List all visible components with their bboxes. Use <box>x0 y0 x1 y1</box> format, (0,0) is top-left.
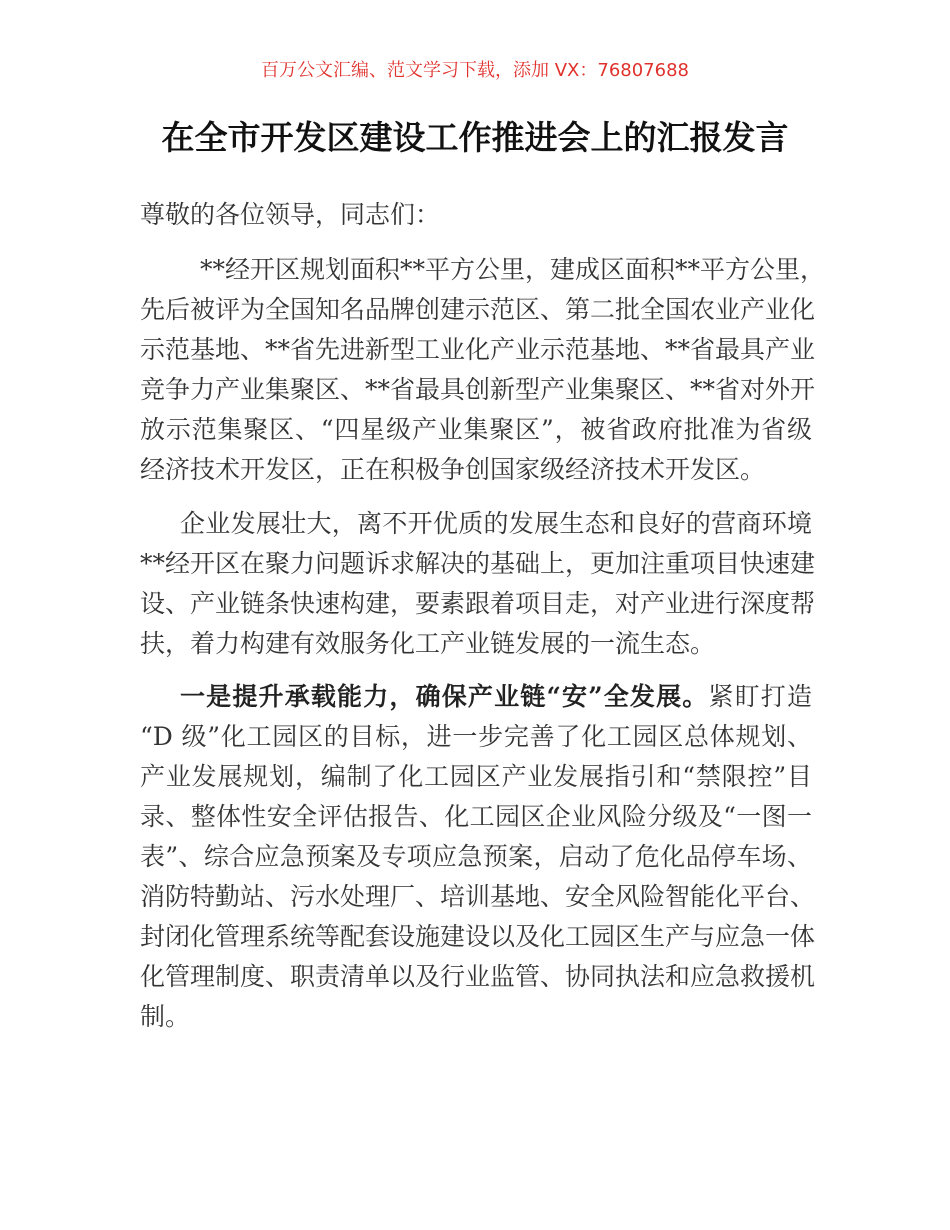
lead-rest: 紧盯打造 <box>708 682 812 711</box>
greeting: 尊敬的各位领导，同志们： <box>140 200 441 229</box>
paragraph-line: 制。 <box>140 1002 191 1031</box>
paragraph-line: 录、整体性安全评估报告、化工园区企业风险分级及“一图一 <box>140 802 812 831</box>
paragraph-line: “D 级”化工园区的目标，进一步完善了化工园区总体规划、 <box>140 722 812 751</box>
paragraph-line: 封闭化管理系统等配套设施建设以及化工园区生产与应急一体 <box>140 922 816 951</box>
paragraph-line: 设、产业链条快速构建，要素跟着项目走，对产业进行深度帮 <box>140 589 816 618</box>
paragraph-line: 表”、综合应急预案及专项应急预案，启动了危化品停车场、 <box>140 842 812 871</box>
paragraph-line: 化管理制度、职责清单以及行业监管、协同执法和应急救援机 <box>140 962 816 991</box>
paragraph-line: 放示范集聚区、“四星级产业集聚区”，被省政府批准为省级 <box>140 415 812 444</box>
paragraph-line: **经开区规划面积**平方公里，建成区面积**平方公里， <box>200 255 826 284</box>
header-banner: 百万公文汇编、范文学习下载，添加 VX：76807688 <box>261 60 689 81</box>
document-title: 在全市开发区建设工作推进会上的汇报发言 <box>161 118 789 157</box>
paragraph-line: **经开区在聚力问题诉求解决的基础上，更加注重项目快速建 <box>140 549 816 578</box>
paragraph-line: 产业发展规划，编制了化工园区产业发展指引和“禁限控”目 <box>140 762 812 791</box>
paragraph-line <box>180 680 812 714</box>
paragraph-line: 扶，着力构建有效服务化工产业链发展的一流生态。 <box>140 629 716 658</box>
paragraph-line: 示范基地、**省先进新型工业化产业示范基地、**省最具产业 <box>140 335 816 364</box>
paragraph-line: 经济技术开发区，正在积极争创国家级经济技术开发区。 <box>140 455 766 484</box>
bold-lead: 一是提升承载能力，确保产业链“安”全发展。 <box>180 682 709 711</box>
paragraph-line: 企业发展壮大，离不开优质的发展生态和良好的营商环境 <box>180 509 812 538</box>
paragraph-line: 先后被评为全国知名品牌创建示范区、第二批全国农业产业化 <box>140 295 816 324</box>
paragraph-line: 竞争力产业集聚区、**省最具创新型产业集聚区、**省对外开 <box>140 375 816 404</box>
paragraph-line: 消防特勤站、污水处理厂、培训基地、安全风险智能化平台、 <box>140 882 816 911</box>
